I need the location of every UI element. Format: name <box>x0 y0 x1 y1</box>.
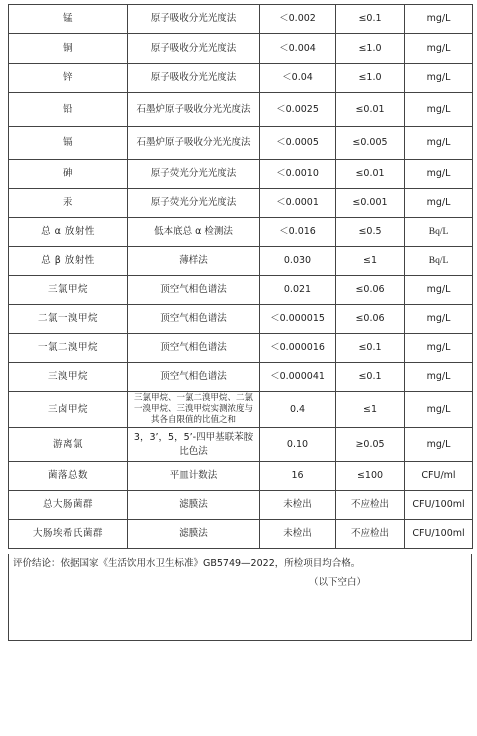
unit-cell: mg/L <box>405 189 473 218</box>
method-cell: 原子荧光分光光度法 <box>128 160 260 189</box>
method-cell: 顶空气相色谱法 <box>128 305 260 334</box>
conclusion-text: 评价结论：依据国家《生活饮用水卫生标准》GB5749—2022，所检项目均合格。 <box>13 558 361 569</box>
limit-cell: ≤0.01 <box>336 93 405 127</box>
item-cell: 大肠埃希氏菌群 <box>9 520 128 549</box>
table-row <box>9 520 473 549</box>
unit-cell: CFU/100ml <box>405 491 473 520</box>
limit-cell: ≤0.1 <box>336 334 405 363</box>
unit-cell: mg/L <box>405 34 473 64</box>
unit-cell: mg/L <box>405 363 473 392</box>
limit-cell: ≤0.1 <box>336 363 405 392</box>
result-cell: ＜0.000041 <box>260 363 336 392</box>
unit-cell: mg/L <box>405 160 473 189</box>
item-cell: 三氯甲烷 <box>9 276 128 305</box>
limit-cell: ≤0.06 <box>336 305 405 334</box>
method-cell: 石墨炉原子吸收分光光度法 <box>128 127 260 160</box>
item-cell: 汞 <box>9 189 128 218</box>
table-row <box>9 218 473 247</box>
result-cell: ＜0.04 <box>260 64 336 93</box>
table-row <box>9 392 473 428</box>
method-cell: 薄样法 <box>128 247 260 276</box>
result-cell: ＜0.002 <box>260 5 336 34</box>
result-cell: ＜0.0005 <box>260 127 336 160</box>
table-row <box>9 64 473 93</box>
table-row <box>9 428 473 462</box>
method-cell: 原子吸收分光光度法 <box>128 5 260 34</box>
result-cell: ＜0.016 <box>260 218 336 247</box>
table-row <box>9 34 473 64</box>
item-cell: 总 β 放射性 <box>9 247 128 276</box>
unit-cell: mg/L <box>405 428 473 462</box>
blank-note: （以下空白） <box>309 577 367 588</box>
unit-cell: mg/L <box>405 127 473 160</box>
limit-cell: ≤1.0 <box>336 34 405 64</box>
item-cell: 砷 <box>9 160 128 189</box>
method-cell: 低本底总 α 检测法 <box>128 218 260 247</box>
table-row <box>9 189 473 218</box>
unit-cell: CFU/ml <box>405 462 473 491</box>
limit-cell: ≤0.5 <box>336 218 405 247</box>
item-cell: 铅 <box>9 93 128 127</box>
result-cell: ＜0.004 <box>260 34 336 64</box>
result-cell: ＜0.0025 <box>260 93 336 127</box>
limit-cell: ≤1 <box>336 392 405 428</box>
unit-cell: mg/L <box>405 392 473 428</box>
result-cell: ＜0.0010 <box>260 160 336 189</box>
unit-cell: mg/L <box>405 276 473 305</box>
method-cell: 顶空气相色谱法 <box>128 276 260 305</box>
unit-cell: Bq/L <box>405 247 473 276</box>
limit-cell: ≤0.01 <box>336 160 405 189</box>
result-cell: ＜0.000016 <box>260 334 336 363</box>
limit-cell: ≤0.1 <box>336 5 405 34</box>
result-cell: 0.10 <box>260 428 336 462</box>
item-cell: 菌落总数 <box>9 462 128 491</box>
item-cell: 镉 <box>9 127 128 160</box>
conclusion-section <box>8 554 472 641</box>
limit-cell: ≥0.05 <box>336 428 405 462</box>
result-cell: 未检出 <box>260 520 336 549</box>
method-cell: 三氯甲烷、一氯二溴甲烷、二氯一溴甲烷、三溴甲烷实测浓度与其各自限值的比值之和 <box>128 392 260 428</box>
limit-cell: 不应检出 <box>336 491 405 520</box>
limit-cell: ≤0.06 <box>336 276 405 305</box>
method-cell: 平皿计数法 <box>128 462 260 491</box>
table-row <box>9 462 473 491</box>
item-cell: 一氯二溴甲烷 <box>9 334 128 363</box>
item-cell: 铜 <box>9 34 128 64</box>
result-cell: 未检出 <box>260 491 336 520</box>
limit-cell: ≤100 <box>336 462 405 491</box>
table-row <box>9 305 473 334</box>
result-cell: 0.021 <box>260 276 336 305</box>
limit-cell: ≤0.001 <box>336 189 405 218</box>
limit-cell: ≤1.0 <box>336 64 405 93</box>
item-cell: 三溴甲烷 <box>9 363 128 392</box>
method-cell: 原子吸收分光光度法 <box>128 34 260 64</box>
unit-cell: Bq/L <box>405 218 473 247</box>
item-cell: 游离氯 <box>9 428 128 462</box>
method-cell: 原子荧光分光光度法 <box>128 189 260 218</box>
method-cell: 滤膜法 <box>128 491 260 520</box>
method-cell: 3，3’，5，5’-四甲基联苯胺比色法 <box>128 428 260 462</box>
unit-cell: mg/L <box>405 64 473 93</box>
results-table-body <box>9 5 473 549</box>
method-cell: 原子吸收分光光度法 <box>128 64 260 93</box>
table-row <box>9 93 473 127</box>
method-cell: 顶空气相色谱法 <box>128 363 260 392</box>
item-cell: 总大肠菌群 <box>9 491 128 520</box>
results-table <box>8 4 473 549</box>
table-row <box>9 276 473 305</box>
item-cell: 锌 <box>9 64 128 93</box>
table-row <box>9 363 473 392</box>
table-row <box>9 127 473 160</box>
item-cell: 二氯一溴甲烷 <box>9 305 128 334</box>
unit-cell: CFU/100ml <box>405 520 473 549</box>
unit-cell: mg/L <box>405 5 473 34</box>
result-cell: ＜0.0001 <box>260 189 336 218</box>
result-cell: 0.4 <box>260 392 336 428</box>
table-row <box>9 160 473 189</box>
result-cell: 0.030 <box>260 247 336 276</box>
unit-cell: mg/L <box>405 93 473 127</box>
item-cell: 锰 <box>9 5 128 34</box>
unit-cell: mg/L <box>405 305 473 334</box>
method-cell: 石墨炉原子吸收分光光度法 <box>128 93 260 127</box>
table-row <box>9 334 473 363</box>
unit-cell: mg/L <box>405 334 473 363</box>
item-cell: 三卤甲烷 <box>9 392 128 428</box>
result-cell: 16 <box>260 462 336 491</box>
limit-cell: 不应检出 <box>336 520 405 549</box>
limit-cell: ≤0.005 <box>336 127 405 160</box>
limit-cell: ≤1 <box>336 247 405 276</box>
table-row <box>9 491 473 520</box>
method-cell: 滤膜法 <box>128 520 260 549</box>
item-cell: 总 α 放射性 <box>9 218 128 247</box>
method-cell: 顶空气相色谱法 <box>128 334 260 363</box>
result-cell: ＜0.000015 <box>260 305 336 334</box>
table-row <box>9 247 473 276</box>
table-row <box>9 5 473 34</box>
